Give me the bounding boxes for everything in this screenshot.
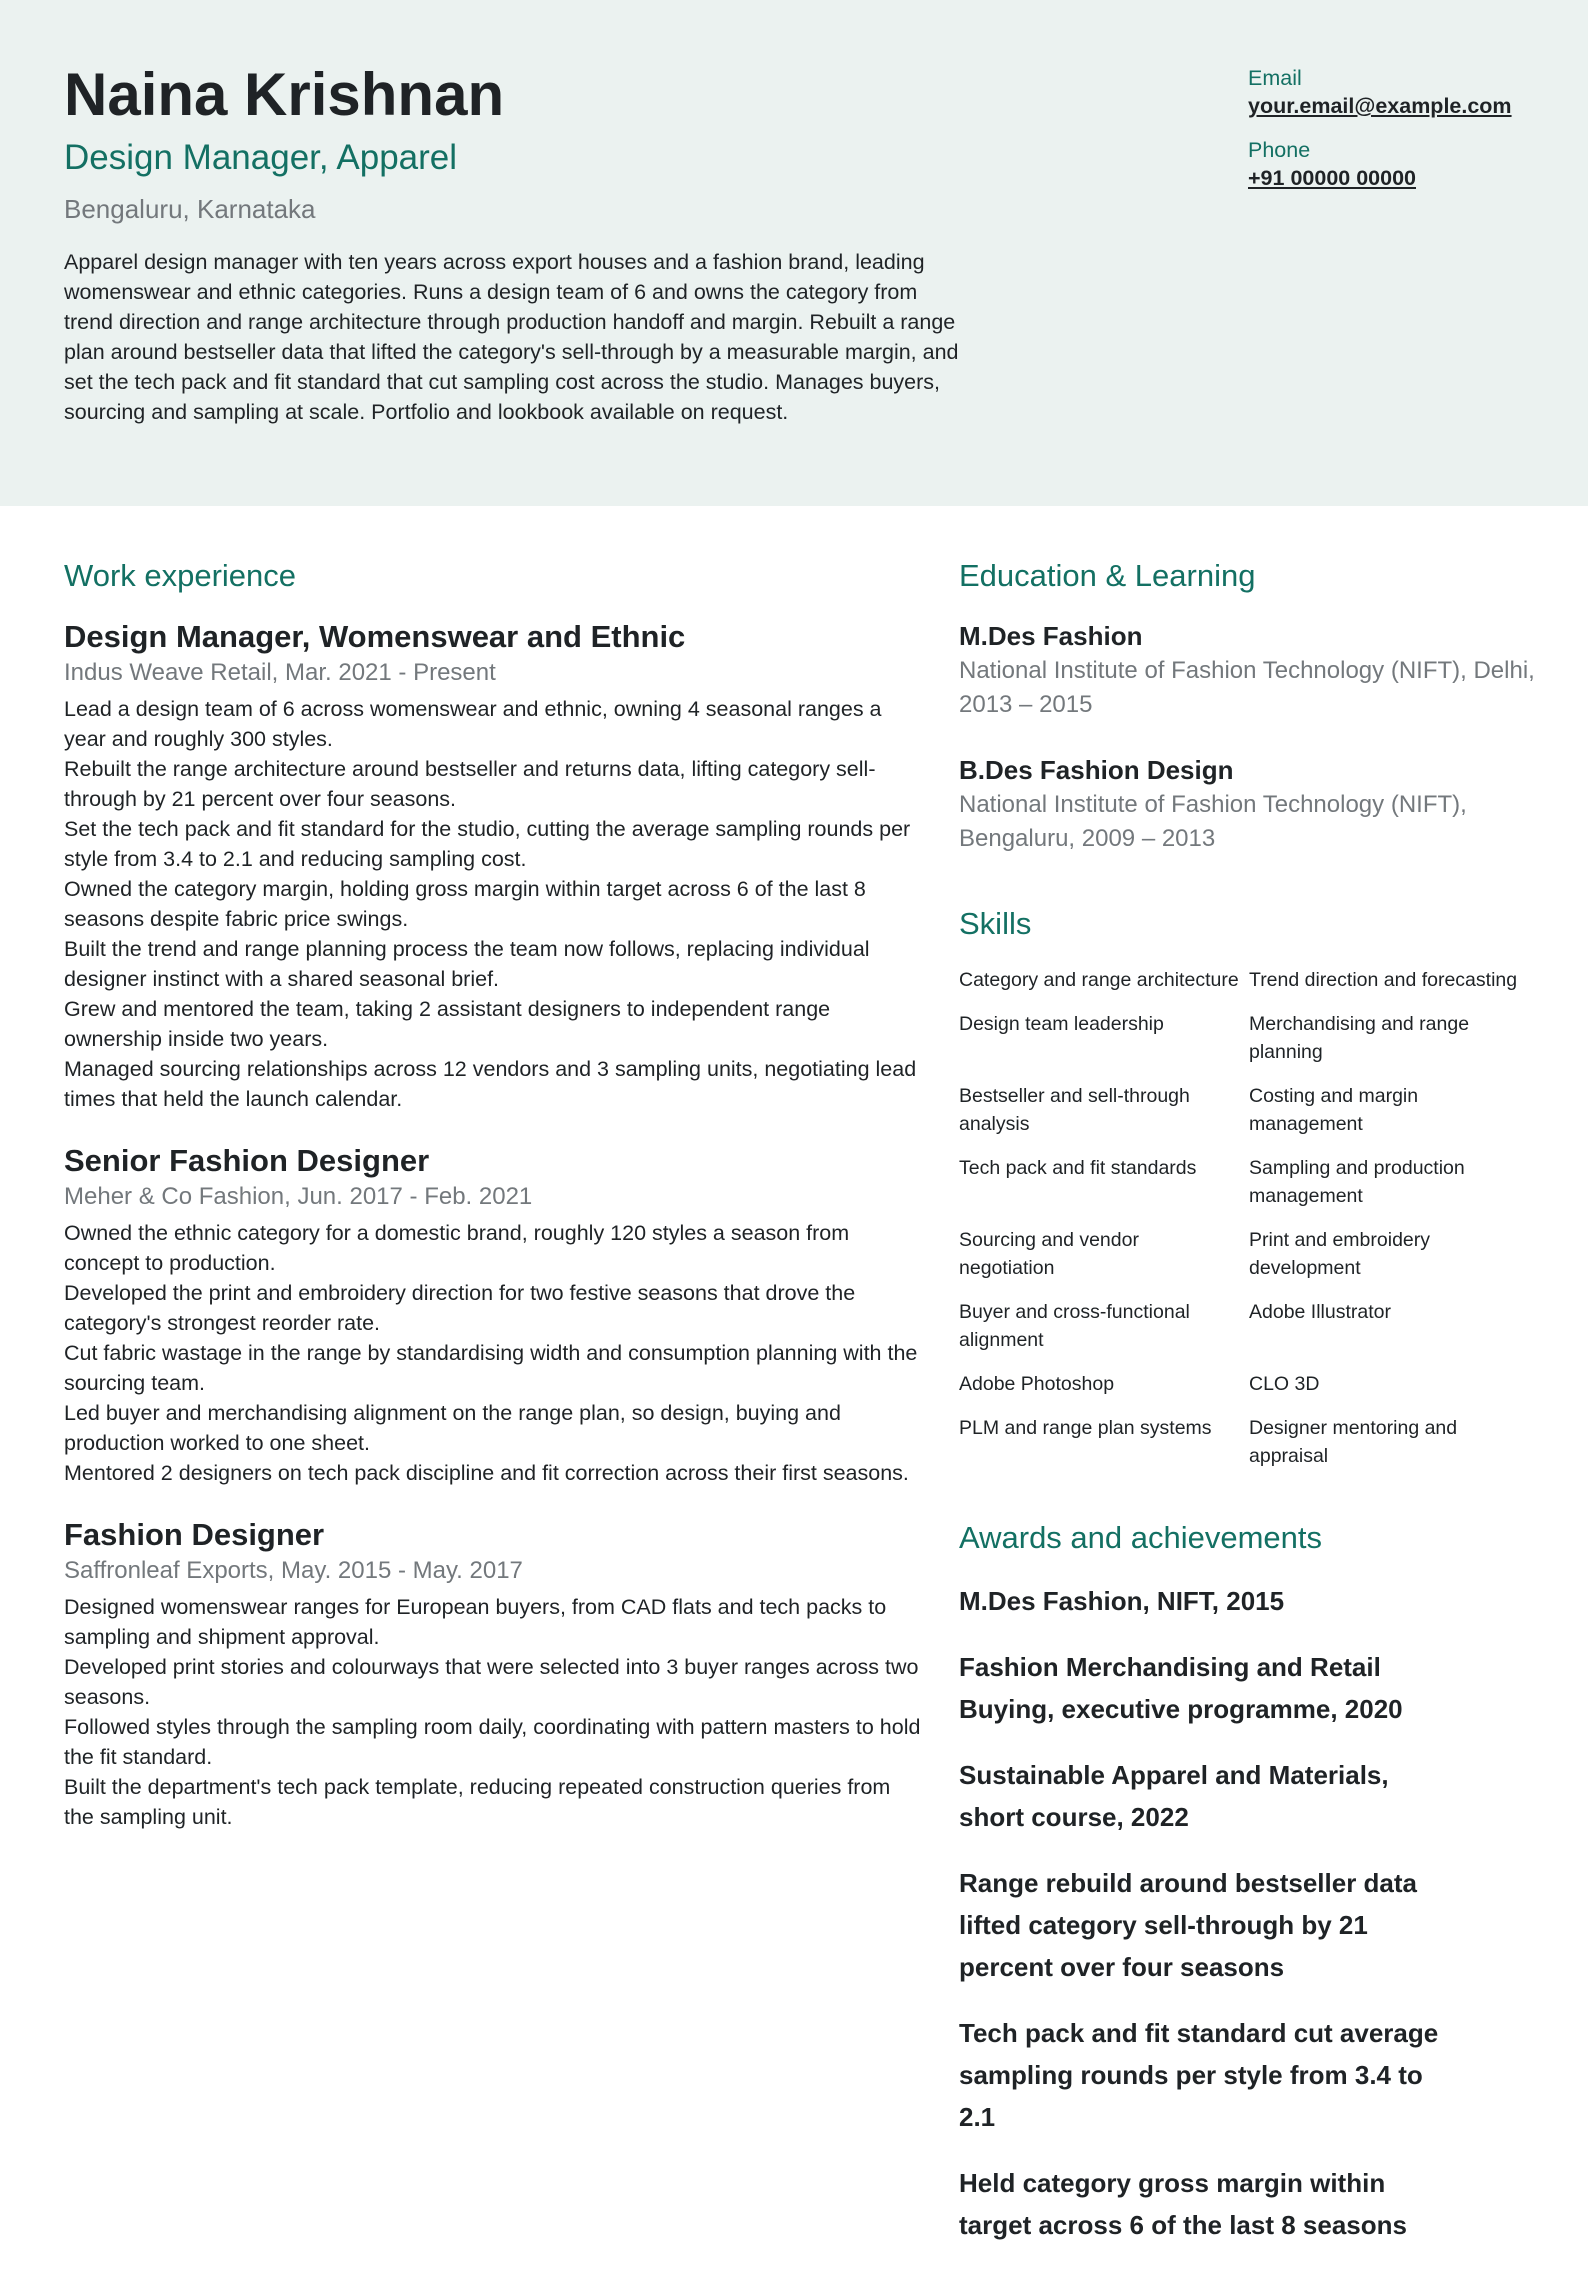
email-label: Email [1248, 66, 1302, 90]
skill-item: Sourcing and vendor negotiation [959, 1229, 1139, 1279]
award-item: Tech pack and fit standard cut average sampling rounds per style from 3.4 to 2.1 [959, 2018, 1439, 2132]
profile-summary: Apparel design manager with ten years across export houses and a fashion brand, leading womenswear and ethnic categories. Runs a design team of 6 and owns the category from trend direction and range architecture through production handoff and margin. Rebuilt a range plan around bestseller data that lifted the category's sell-through by a measurable margin, and set the tech pack and fit standard that cut sampling cost across the studio. Manages buyers, sourcing and sampling at scale. Portfolio and lookbook available on request. [64, 250, 959, 424]
work-experience-section [64, 556, 924, 1860]
job-bullet: Led buyer and merchandising alignment on the range plan, so design, buying and production worked to one sheet. [64, 1401, 841, 1455]
education-entry [959, 752, 1539, 856]
phone-link[interactable]: +91 00000 00000 [1248, 166, 1416, 190]
skill-item: Sampling and production management [1249, 1157, 1465, 1207]
skill-item: Print and embroidery development [1249, 1229, 1431, 1279]
job-bullet: Mentored 2 designers on tech pack discipline and fit correction across their first seasons. [64, 1461, 909, 1485]
job-entry [64, 618, 924, 1114]
job-bullet: Owned the category margin, holding gross margin within target across 6 of the last 8 seasons despite fabric price swings. [64, 877, 866, 931]
job-company-dates: Meher & Co Fashion, Jun. 2017 - Feb. 2021 [64, 1183, 533, 1210]
job-bullet: Built the department's tech pack template, reducing repeated construction queries from the sampling unit. [64, 1775, 891, 1829]
skill-item: Design team leadership [959, 1013, 1164, 1035]
skill-item: Category and range architecture [959, 969, 1239, 991]
job-company-dates: Indus Weave Retail, Mar. 2021 - Present [64, 659, 496, 686]
skill-item: Costing and margin management [1249, 1085, 1419, 1135]
skill-item: PLM and range plan systems [959, 1417, 1212, 1439]
award-item: M.Des Fashion, NIFT, 2015 [959, 1586, 1285, 1616]
candidate-name: Naina Krishnan [64, 61, 505, 128]
skill-item: Bestseller and sell-through analysis [959, 1085, 1190, 1135]
job-bullet: Owned the ethnic category for a domestic brand, roughly 120 styles a season from concept to production. [64, 1221, 850, 1275]
education-school: National Institute of Fashion Technology (NIFT), Bengaluru, 2009 – 2013 [959, 791, 1467, 852]
skills-grid [959, 966, 1539, 1470]
job-bullet: Designed womenswear ranges for European buyers, from CAD flats and tech packs to sampling and shipment approval. [64, 1595, 887, 1649]
award-item: Sustainable Apparel and Materials, short course, 2022 [959, 1760, 1389, 1832]
skill-item: Buyer and cross-functional alignment [959, 1301, 1190, 1351]
skill-item: Merchandising and range planning [1249, 1013, 1470, 1063]
job-bullet: Managed sourcing relationships across 12 vendors and 3 sampling units, negotiating lead times that held the launch calendar. [64, 1057, 917, 1111]
job-title: Fashion Designer [64, 1517, 325, 1552]
education-heading: Education & Learning [959, 558, 1256, 593]
candidate-location: Bengaluru, Karnataka [64, 194, 316, 224]
contact-block [1248, 64, 1548, 192]
job-company-dates: Saffronleaf Exports, May. 2015 - May. 2017 [64, 1557, 523, 1584]
job-bullet: Developed print stories and colourways that were selected into 3 buyer ranges across two seasons. [64, 1655, 919, 1709]
job-entry [64, 1142, 924, 1488]
job-bullet: Lead a design team of 6 across womenswear and ethnic, owning 4 seasonal ranges a year and roughly 300 styles. [64, 697, 882, 751]
skill-item: Trend direction and forecasting [1249, 969, 1518, 991]
job-bullet: Rebuilt the range architecture around bestseller and returns data, lifting category sell-through by 21 percent over four seasons. [64, 757, 876, 811]
skills-heading: Skills [959, 906, 1032, 941]
job-bullet: Followed styles through the sampling room daily, coordinating with pattern masters to hold the fit standard. [64, 1715, 921, 1769]
work-experience-heading: Work experience [64, 558, 297, 593]
education-degree: B.Des Fashion Design [959, 755, 1234, 785]
email-link[interactable]: your.email@example.com [1248, 94, 1512, 118]
skill-item: CLO 3D [1249, 1373, 1320, 1395]
skill-item: Designer mentoring and appraisal [1249, 1417, 1458, 1467]
job-bullet: Cut fabric wastage in the range by standardising width and consumption planning with the sourcing team. [64, 1341, 918, 1395]
job-title: Senior Fashion Designer [64, 1143, 430, 1178]
phone-label: Phone [1248, 138, 1311, 162]
job-bullet: Built the trend and range planning process the team now follows, replacing individual designer instinct with a shared seasonal brief. [64, 937, 870, 991]
education-degree: M.Des Fashion [959, 621, 1143, 651]
skill-item: Adobe Photoshop [959, 1373, 1115, 1395]
awards-heading: Awards and achievements [959, 1520, 1323, 1555]
education-entry [959, 618, 1539, 722]
job-bullet: Set the tech pack and fit standard for the studio, cutting the average sampling rounds per style from 3.4 to 2.1 and reducing sampling cost. [64, 817, 911, 871]
award-item: Range rebuild around bestseller data lifted category sell-through by 21 percent over four seasons [959, 1868, 1417, 1982]
job-bullet: Developed the print and embroidery direction for two festive seasons that drove the category's strongest reorder rate. [64, 1281, 856, 1335]
job-entry [64, 1516, 924, 1832]
award-item: Held category gross margin within target across 6 of the last 8 seasons [959, 2168, 1407, 2240]
sidebar-column [959, 556, 1539, 2270]
job-bullet: Grew and mentored the team, taking 2 assistant designers to independent range ownership inside two years. [64, 997, 831, 1051]
resume-header [0, 0, 1588, 506]
education-school: National Institute of Fashion Technology (NIFT), Delhi, 2013 – 2015 [959, 657, 1535, 718]
skill-item: Adobe Illustrator [1249, 1301, 1391, 1323]
candidate-role: Design Manager, Apparel [64, 138, 458, 177]
skill-item: Tech pack and fit standards [959, 1157, 1197, 1179]
award-item: Fashion Merchandising and Retail Buying, executive programme, 2020 [959, 1652, 1403, 1724]
job-title: Design Manager, Womenswear and Ethnic [64, 619, 686, 654]
